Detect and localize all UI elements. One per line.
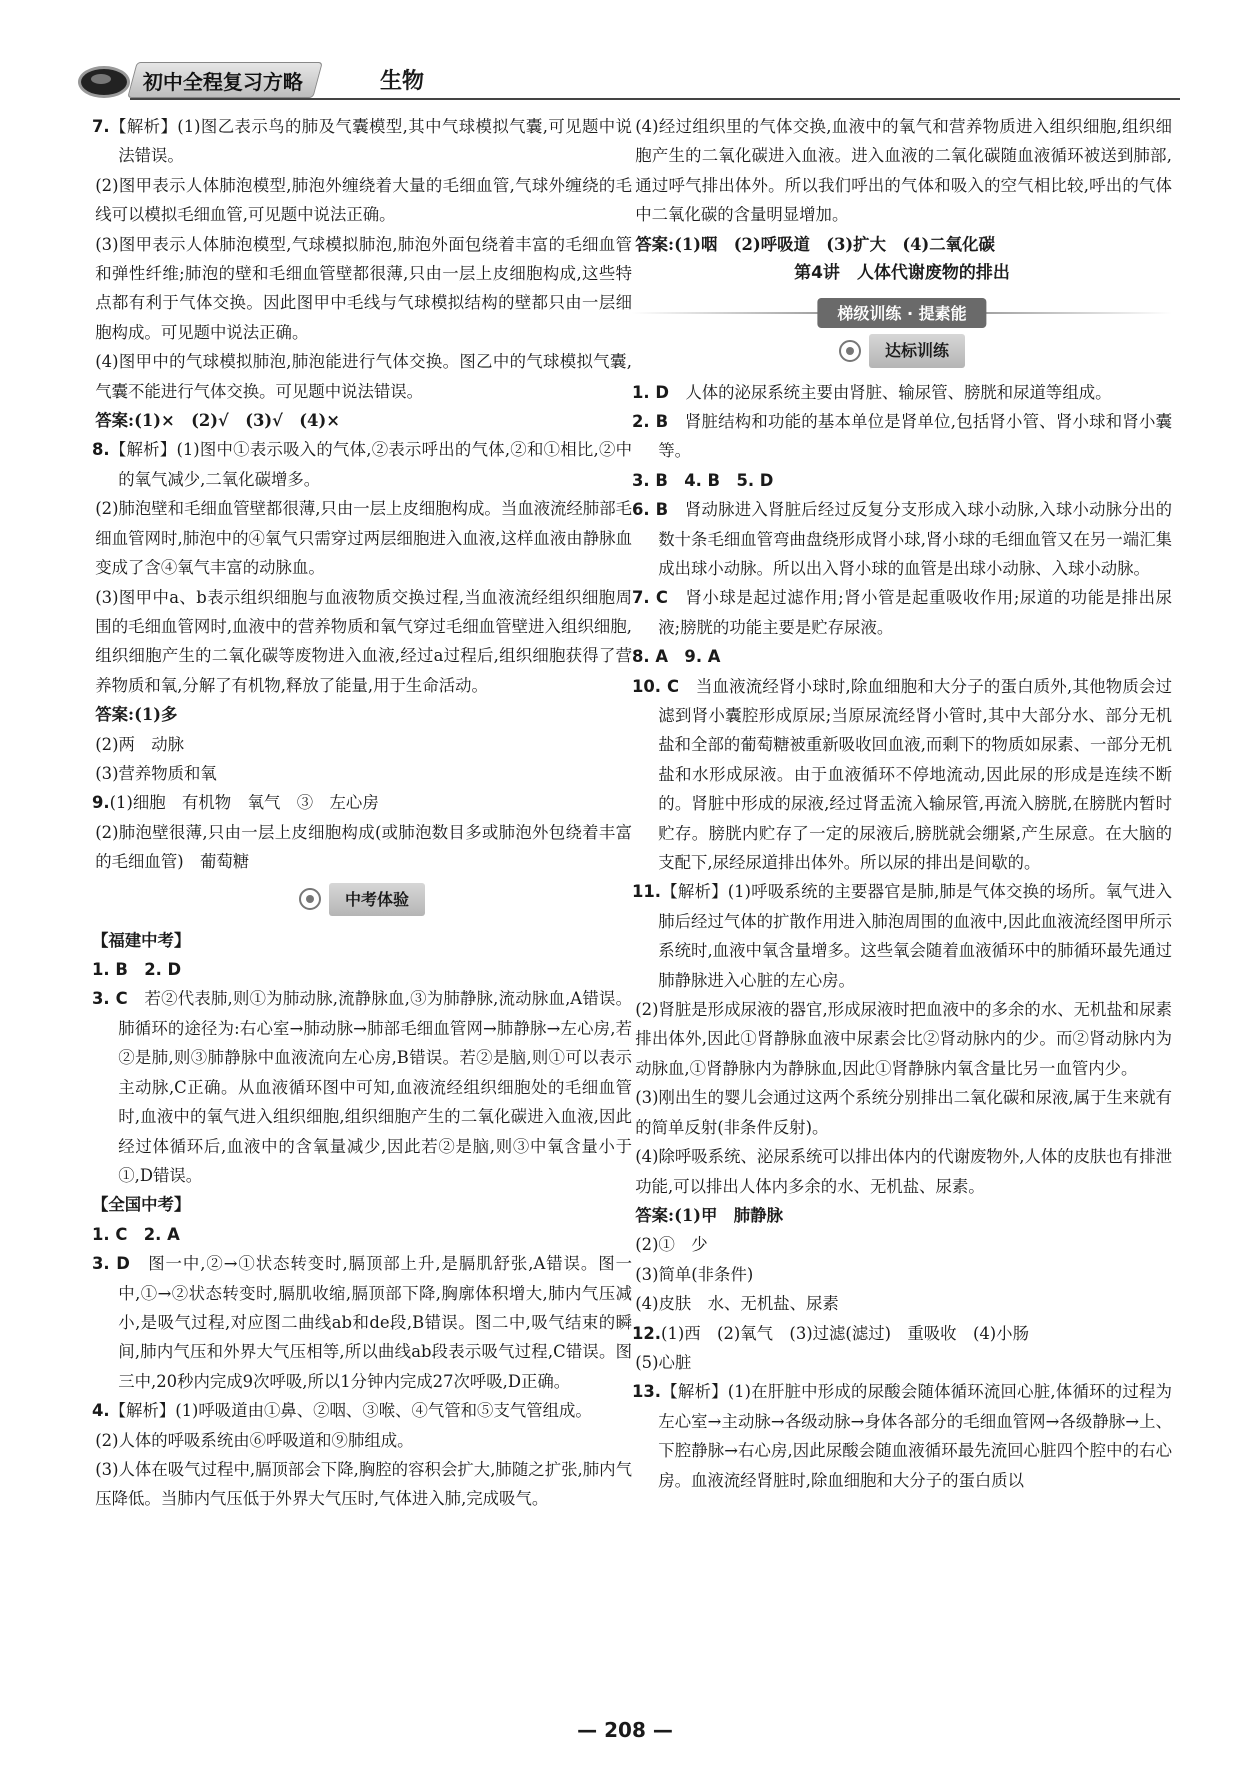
paragraph-text: 【全国中考】: [92, 1195, 191, 1215]
question-number: 3. D: [92, 1254, 130, 1274]
question-number: 8.: [92, 440, 110, 460]
answer-paragraph: [92, 818, 632, 877]
answer-paragraph: [632, 1142, 1172, 1201]
paragraph-text: (4)除呼吸系统、泌尿系统可以排出体内的代谢废物外,人体的皮肤也有排泄功能,可以排出人体内多余的水、无机盐、尿素。: [635, 1147, 1172, 1196]
paragraph-text: 【解析】(1)呼吸道由①鼻、②咽、③喉、④气管和⑤支气管组成。: [109, 1401, 592, 1421]
paragraph-text: 图一中,②→①状态转变时,膈顶部上升,是膈肌舒张,A错误。图一中,①→②状态转变时,膈肌收缩,膈顶部下降,胸廓体积增大,肺内气压减小,是吸气过程,对应图二曲线ab和de段,B错误。图二中,吸气结束的瞬间,肺内气压和外界大气压相等,所以曲线ab段表示吸气过程,C错误。图三中,20秒内完成9次呼吸,所以1分钟内完成27次呼吸,D正确。: [118, 1254, 632, 1391]
answer-paragraph: [632, 466, 1172, 495]
answer-paragraph: [632, 407, 1172, 466]
paragraph-text: (2)图甲表示人体肺泡模型,肺泡外缠绕着大量的毛细血管,气球外缠绕的毛线可以模拟毛细血管,可见题中说法正确。: [95, 175, 632, 225]
paragraph-text: 第4讲 人体代谢废物的排出: [794, 263, 1010, 284]
answer-paragraph: [92, 1220, 632, 1249]
left-column: [92, 112, 632, 1514]
answer-paragraph: [92, 700, 632, 729]
answer-paragraph: [632, 495, 1172, 583]
section-badge-label: 中考体验: [329, 883, 425, 916]
question-number: 7. C: [632, 588, 668, 608]
header-rule: [130, 98, 1180, 100]
answer-paragraph: [632, 995, 1172, 1083]
question-number: 11.: [632, 882, 662, 902]
paragraph-text: 【福建中考】: [92, 930, 191, 950]
answer-paragraph: [92, 230, 632, 348]
question-number: 3. C: [92, 989, 128, 1009]
answer-paragraph: [92, 494, 632, 582]
answer-paragraph: [632, 1201, 1172, 1230]
section-badge: [92, 883, 632, 920]
paragraph-text: (2)肾脏是形成尿液的器官,形成尿液时把血液中的多余的水、无机盐和尿素排出体外,因此①肾静脉血液中尿素会比②肾动脉内的少。而②肾动脉内为动脉血,①肾静脉内为静脉血,因此①肾静脉内氧含量比另一血管内少。: [635, 1000, 1172, 1078]
question-number: 4.: [92, 1401, 110, 1421]
subject-title: 生物: [380, 69, 425, 94]
question-number: 6. B: [632, 500, 669, 520]
question-number: 12.: [632, 1323, 662, 1343]
answer-paragraph: [92, 788, 632, 817]
answer-paragraph: [632, 1319, 1172, 1348]
answer-paragraph: [632, 642, 1172, 671]
answer-paragraph: [632, 1289, 1172, 1318]
target-icon: [299, 888, 321, 910]
answer-paragraph: [92, 583, 632, 701]
section-badge-label: 达标训练: [869, 334, 965, 367]
paragraph-text: (3)刚出生的婴儿会通过这两个系统分别排出二氧化碳和尿液,属于生来就有的简单反射(非条件反射)。: [635, 1088, 1172, 1137]
answer-paragraph: [92, 112, 632, 171]
right-column: [632, 112, 1172, 1495]
paragraph-text: 肾动脉进入肾脏后经过反复分支形成入球小动脉,入球小动脉分出的数十条毛细血管弯曲盘绕形成肾小球,肾小球的毛细血管又在另一端汇集成出球小动脉。所以出入肾小球的血管是出球小动脉、入球小动脉。: [658, 500, 1172, 578]
paragraph-text: 肾小球是起过滤作用;肾小管是起重吸收作用;尿道的功能是排出尿液;膀胱的功能主要是贮存尿液。: [658, 588, 1172, 637]
paragraph-text: (1)细胞 有机物 氧气 ③ 左心房: [109, 793, 379, 813]
answer-paragraph: [92, 1249, 632, 1396]
question-number: 10. C: [632, 676, 680, 696]
answer-paragraph: [92, 171, 632, 230]
banner-label: 梯级训练 · 提素能: [817, 298, 986, 328]
page-number: — 208 —: [577, 1718, 673, 1742]
paragraph-text: (2)肺泡壁和毛细血管壁都很薄,只由一层上皮细胞构成。当血液流经肺部毛细血管网时,肺泡中的④氧气只需穿过两层细胞进入血液,这样血液由静脉血变成了含④氧气丰富的动脉血。: [95, 499, 632, 578]
answer-paragraph: [92, 1426, 632, 1455]
paragraph-text: 【解析】(1)图中①表示吸入的气体,②表示呼出的气体,②和①相比,②中的氧气减少,二氧化碳增多。: [109, 440, 632, 489]
paragraph-text: 【解析】(1)图乙表示鸟的肺及气囊模型,其中气球模拟气囊,可见题中说法错误。: [109, 117, 632, 166]
answer-paragraph: [92, 984, 632, 1190]
section-heading: [92, 926, 632, 955]
paragraph-text: (3)图甲中a、b表示组织细胞与血液物质交换过程,当血液流经组织细胞周围的毛细血管网时,血液中的营养物质和氧气穿过毛细血管壁进入组织细胞,组织细胞产生的二氧化碳等废物进入血液,经过a过程后,组织细胞获得了营养物质和氧,分解了有机物,释放了能量,用于生命活动。: [95, 587, 632, 695]
paragraph-text: 当血液流经肾小球时,除血细胞和大分子的蛋白质外,其他物质会过滤到肾小囊腔形成原尿;当原尿流经肾小管时,其中大部分水、部分无机盐和全部的葡萄糖被重新吸收回血液,而剩下的物质如尿素、一部分无机盐和水形成尿液。由于血液循环不停地流动,因此尿的形成是连续不断的。肾脏中形成的尿液,经过肾盂流入输尿管,再流入膀胱,在膀胱内暂时贮存。膀胱内贮存了一定的尿液后,膀胱就会绷紧,产生尿意。在大脑的支配下,尿经尿道排出体外。所以尿的排出是间歇的。: [658, 676, 1172, 873]
answer-paragraph: [92, 435, 632, 494]
question-number: 13.: [632, 1382, 662, 1402]
paragraph-text: 答案:(1)甲 肺静脉: [635, 1205, 783, 1225]
paragraph-text: (3)图甲表示人体肺泡模型,气球模拟肺泡,肺泡外面包绕着丰富的毛细血管和弹性纤维;肺泡的壁和毛细血管壁都很薄,只由一层上皮细胞构成,这些特点都有利于气体交换。因此图甲中毛线与气球模拟结构的壁都只由一层细胞构成。可见题中说法正确。: [95, 234, 632, 342]
paragraph-text: (1)西 (2)氧气 (3)过滤(滤过) 重吸收 (4)小肠: [661, 1323, 1029, 1343]
question-number: 1. C 2. A: [92, 1224, 180, 1244]
series-logo-icon: [78, 66, 130, 98]
answer-paragraph: [92, 955, 632, 984]
target-icon: [839, 340, 861, 362]
question-number: 1. B 2. D: [92, 960, 182, 980]
paragraph-text: (2)两 动脉: [95, 734, 185, 754]
paragraph-text: 人体的泌尿系统主要由肾脏、输尿管、膀胱和尿道等组成。: [668, 382, 1112, 402]
answer-paragraph: [92, 1455, 632, 1514]
answer-paragraph: [632, 583, 1172, 642]
series-title-box: [127, 62, 323, 98]
paragraph-text: 答案:(1)咽 (2)呼吸道 (3)扩大 (4)二氧化碳: [635, 234, 995, 254]
answer-paragraph: [632, 1260, 1172, 1289]
answer-paragraph: [632, 112, 1172, 230]
paragraph-text: (5)心脏: [635, 1352, 692, 1372]
question-number: 9.: [92, 793, 110, 813]
answer-paragraph: [632, 877, 1172, 995]
answer-paragraph: [632, 378, 1172, 407]
section-badge: [632, 334, 1172, 371]
page-header: [70, 58, 1180, 104]
paragraph-text: 答案:(1)× (2)√ (3)√ (4)×: [95, 411, 340, 431]
lesson-title: [632, 259, 1172, 288]
section-heading: [92, 1190, 632, 1219]
paragraph-text: 【解析】(1)在肝脏中形成的尿酸会随体循环流回心脏,体循环的过程为左心室→主动脉→各级动脉→身体各部分的毛细血管网→各级静脉→上、下腔静脉→右心房,因此尿酸会随血液循环最先流回心脏四个腔中的右心房。血液流经肾脏时,除血细胞和大分子的蛋白质以: [658, 1382, 1172, 1490]
paragraph-text: (3)简单(非条件): [635, 1264, 754, 1284]
paragraph-text: (4)图甲中的气球模拟肺泡,肺泡能进行气体交换。图乙中的气球模拟气囊,气囊不能进行气体交换。可见题中说法错误。: [95, 352, 632, 401]
answer-paragraph: [92, 759, 632, 788]
paragraph-text: (2)人体的呼吸系统由⑥呼吸道和⑨肺组成。: [95, 1430, 414, 1450]
paragraph-text: (3)人体在吸气过程中,膈顶部会下降,胸腔的容积会扩大,肺随之扩张,肺内气压降低。当肺内气压低于外界大气压时,气体进入肺,完成吸气。: [95, 1459, 632, 1509]
answer-paragraph: [632, 1083, 1172, 1142]
answer-paragraph: [632, 1377, 1172, 1495]
answer-paragraph: [632, 1230, 1172, 1259]
answer-paragraph: [632, 1348, 1172, 1377]
paragraph-text: 答案:(1)多: [95, 705, 178, 725]
answer-paragraph: [632, 230, 1172, 259]
training-banner: [632, 298, 1172, 328]
question-number: 1. D: [632, 382, 669, 402]
answer-paragraph: [92, 1396, 632, 1425]
series-title: 初中全程复习方略: [143, 69, 303, 94]
answer-paragraph: [92, 406, 632, 435]
answer-paragraph: [632, 672, 1172, 878]
paragraph-text: (4)皮肤 水、无机盐、尿素: [635, 1294, 839, 1314]
question-number: 7.: [92, 117, 110, 136]
question-number: 8. A 9. A: [632, 647, 721, 667]
paragraph-text: 【解析】(1)呼吸系统的主要器官是肺,肺是气体交换的场所。氧气进入肺后经过气体的扩散作用进入肺泡周围的血液中,因此血液流经图甲所示系统时,血液中氧含量增多。这些氧会随着血液循环中的肺循环最先通过肺静脉进入心脏的左心房。: [658, 882, 1172, 990]
answer-paragraph: [92, 730, 632, 759]
paragraph-text: (3)营养物质和氧: [95, 763, 217, 783]
question-number: 2. B: [632, 411, 669, 431]
paragraph-text: (2)肺泡壁很薄,只由一层上皮细胞构成(或肺泡数目多或肺泡外包绕着丰富的毛细血管) 葡萄糖: [95, 822, 632, 872]
answer-paragraph: [92, 347, 632, 406]
paragraph-text: (2)① 少: [635, 1235, 708, 1255]
question-number: 3. B 4. B 5. D: [632, 470, 774, 490]
paragraph-text: 若②代表肺,则①为肺动脉,流静脉血,③为肺静脉,流动脉血,A错误。肺循环的途径为:右心室→肺动脉→肺部毛细血管网→肺静脉→左心房,若②是肺,则③肺静脉中血液流向左心房,B错误。若②是脑,则①可以表示主动脉,C正确。从血液循环图中可知,血液流经组织细胞处的毛细血管时,血液中的氧气进入组织细胞,组织细胞产生的二氧化碳进入血液,因此经过体循环后,血液中的含氧量减少,因此若②是脑,则③中氧含量小于①,D错误。: [118, 989, 633, 1185]
paragraph-text: (4)经过组织里的气体交换,血液中的氧气和营养物质进入组织细胞,组织细胞产生的二氧化碳进入血液。进入血液的二氧化碳随血液循环被送到肺部,通过呼气排出体外。所以我们呼出的气体和吸入的空气相比较,呼出的气体中二氧化碳的含量明显增加。: [635, 117, 1172, 225]
paragraph-text: 肾脏结构和功能的基本单位是肾单位,包括肾小管、肾小球和肾小囊等。: [658, 411, 1172, 461]
